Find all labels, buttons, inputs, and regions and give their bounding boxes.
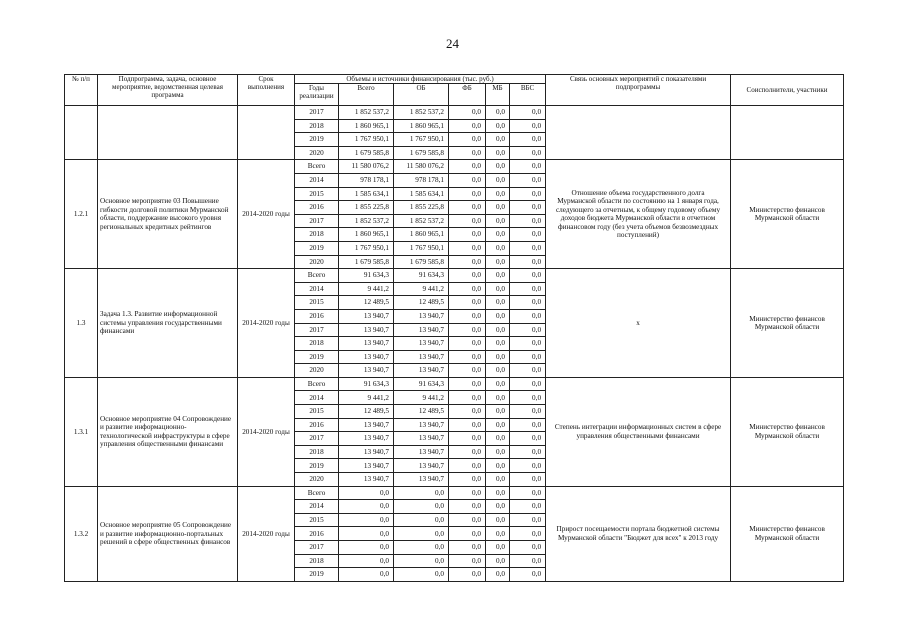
ob-cell: 0,0 xyxy=(394,513,449,527)
term-cell xyxy=(238,106,295,160)
vbs-cell: 0,0 xyxy=(510,201,546,215)
vbs-cell: 0,0 xyxy=(510,214,546,228)
header-total: Всего xyxy=(339,84,394,106)
vbs-cell: 0,0 xyxy=(510,323,546,337)
row-number: 1.3.2 xyxy=(65,486,98,581)
total-cell: 0,0 xyxy=(339,541,394,555)
vbs-cell: 0,0 xyxy=(510,106,546,120)
vbs-cell: 0,0 xyxy=(510,473,546,487)
ob-cell: 1 585 634,1 xyxy=(394,187,449,201)
mb-cell: 0,0 xyxy=(486,377,510,391)
mb-cell: 0,0 xyxy=(486,201,510,215)
vbs-cell: 0,0 xyxy=(510,241,546,255)
fb-cell: 0,0 xyxy=(449,527,486,541)
ob-cell: 13 940,7 xyxy=(394,473,449,487)
vbs-cell: 0,0 xyxy=(510,459,546,473)
total-cell: 12 489,5 xyxy=(339,405,394,419)
ob-cell: 1 860 965,1 xyxy=(394,228,449,242)
term-cell: 2014-2020 годы xyxy=(238,486,295,581)
mb-cell: 0,0 xyxy=(486,296,510,310)
year-cell: 2016 xyxy=(295,201,339,215)
ob-cell: 13 940,7 xyxy=(394,445,449,459)
mb-cell: 0,0 xyxy=(486,364,510,378)
vbs-cell: 0,0 xyxy=(510,391,546,405)
activity-name: Основное мероприятие 05 Сопровождение и развитие информационно-портальных решений в сфере общественных финансов xyxy=(98,486,238,581)
year-cell: 2020 xyxy=(295,146,339,160)
mb-cell: 0,0 xyxy=(486,473,510,487)
mb-cell: 0,0 xyxy=(486,119,510,133)
vbs-cell: 0,0 xyxy=(510,133,546,147)
mb-cell: 0,0 xyxy=(486,432,510,446)
total-cell: 0,0 xyxy=(339,486,394,500)
total-cell: 1 860 965,1 xyxy=(339,119,394,133)
vbs-cell: 0,0 xyxy=(510,309,546,323)
year-cell: 2017 xyxy=(295,432,339,446)
year-cell: 2020 xyxy=(295,255,339,269)
total-cell: 1 767 950,1 xyxy=(339,241,394,255)
fb-cell: 0,0 xyxy=(449,269,486,283)
total-cell: 13 940,7 xyxy=(339,309,394,323)
total-cell: 13 940,7 xyxy=(339,445,394,459)
indicator-link: Отношение объема государственного долга Мурманской области по состоянию на 1 января года, следующего за отчетным, к общему годовому объему доходов бюджета Мурманской области в отчетном финансовом году (без учета объемов безвозмездных поступлений) xyxy=(546,160,731,269)
total-cell: 0,0 xyxy=(339,500,394,514)
year-cell: Всего xyxy=(295,160,339,174)
mb-cell: 0,0 xyxy=(486,187,510,201)
year-cell: 2014 xyxy=(295,391,339,405)
vbs-cell: 0,0 xyxy=(510,527,546,541)
year-cell: 2015 xyxy=(295,513,339,527)
year-cell: 2015 xyxy=(295,296,339,310)
ob-cell: 1 860 965,1 xyxy=(394,119,449,133)
vbs-cell: 0,0 xyxy=(510,405,546,419)
fb-cell: 0,0 xyxy=(449,146,486,160)
year-cell: Всего xyxy=(295,486,339,500)
total-cell: 0,0 xyxy=(339,513,394,527)
vbs-cell: 0,0 xyxy=(510,255,546,269)
table-row xyxy=(65,377,844,391)
ob-cell: 13 940,7 xyxy=(394,350,449,364)
total-cell: 1 767 950,1 xyxy=(339,133,394,147)
total-cell: 1 852 537,2 xyxy=(339,106,394,120)
total-cell: 11 580 076,2 xyxy=(339,160,394,174)
ob-cell: 0,0 xyxy=(394,500,449,514)
mb-cell: 0,0 xyxy=(486,133,510,147)
fb-cell: 0,0 xyxy=(449,309,486,323)
year-cell: 2019 xyxy=(295,459,339,473)
fb-cell: 0,0 xyxy=(449,106,486,120)
mb-cell: 0,0 xyxy=(486,391,510,405)
mb-cell: 0,0 xyxy=(486,527,510,541)
executor-cell: Министерство финансов Мурманской области xyxy=(731,269,844,378)
ob-cell: 1 852 537,2 xyxy=(394,214,449,228)
vbs-cell: 0,0 xyxy=(510,282,546,296)
ob-cell: 1 767 950,1 xyxy=(394,241,449,255)
fb-cell: 0,0 xyxy=(449,201,486,215)
indicator-link xyxy=(546,106,731,160)
vbs-cell: 0,0 xyxy=(510,486,546,500)
vbs-cell: 0,0 xyxy=(510,187,546,201)
vbs-cell: 0,0 xyxy=(510,445,546,459)
fb-cell: 0,0 xyxy=(449,473,486,487)
vbs-cell: 0,0 xyxy=(510,500,546,514)
mb-cell: 0,0 xyxy=(486,337,510,351)
fb-cell: 0,0 xyxy=(449,500,486,514)
year-cell: 2017 xyxy=(295,214,339,228)
fb-cell: 0,0 xyxy=(449,513,486,527)
total-cell: 13 940,7 xyxy=(339,432,394,446)
financing-table xyxy=(64,74,844,582)
fb-cell: 0,0 xyxy=(449,541,486,555)
year-cell: 2019 xyxy=(295,568,339,582)
header-vbs: ВБС xyxy=(510,84,546,106)
header-num: № п/п xyxy=(65,75,98,106)
term-cell: 2014-2020 годы xyxy=(238,269,295,378)
header-term: Срок выполнения xyxy=(238,75,295,106)
vbs-cell: 0,0 xyxy=(510,337,546,351)
ob-cell: 91 634,3 xyxy=(394,269,449,283)
fb-cell: 0,0 xyxy=(449,228,486,242)
header-mb: МБ xyxy=(486,84,510,106)
mb-cell: 0,0 xyxy=(486,282,510,296)
total-cell: 1 860 965,1 xyxy=(339,228,394,242)
total-cell: 0,0 xyxy=(339,554,394,568)
mb-cell: 0,0 xyxy=(486,405,510,419)
year-cell: Всего xyxy=(295,377,339,391)
mb-cell: 0,0 xyxy=(486,350,510,364)
vbs-cell: 0,0 xyxy=(510,541,546,555)
vbs-cell: 0,0 xyxy=(510,418,546,432)
mb-cell: 0,0 xyxy=(486,459,510,473)
vbs-cell: 0,0 xyxy=(510,554,546,568)
total-cell: 13 940,7 xyxy=(339,337,394,351)
ob-cell: 11 580 076,2 xyxy=(394,160,449,174)
table-header xyxy=(65,75,844,106)
ob-cell: 13 940,7 xyxy=(394,364,449,378)
vbs-cell: 0,0 xyxy=(510,350,546,364)
total-cell: 1 679 585,8 xyxy=(339,146,394,160)
total-cell: 13 940,7 xyxy=(339,323,394,337)
year-cell: 2018 xyxy=(295,337,339,351)
ob-cell: 0,0 xyxy=(394,486,449,500)
year-cell: 2019 xyxy=(295,241,339,255)
ob-cell: 12 489,5 xyxy=(394,405,449,419)
fb-cell: 0,0 xyxy=(449,173,486,187)
total-cell: 13 940,7 xyxy=(339,364,394,378)
ob-cell: 13 940,7 xyxy=(394,432,449,446)
fb-cell: 0,0 xyxy=(449,323,486,337)
fb-cell: 0,0 xyxy=(449,445,486,459)
row-number: 1.3 xyxy=(65,269,98,378)
ob-cell: 1 855 225,8 xyxy=(394,201,449,215)
activity-name: Основное мероприятие 03 Повышение гибкости долговой политики Мурманской области, поддержание высокого уровня региональных кредитных рейтингов xyxy=(98,160,238,269)
fb-cell: 0,0 xyxy=(449,432,486,446)
total-cell: 1 855 225,8 xyxy=(339,201,394,215)
ob-cell: 978 178,1 xyxy=(394,173,449,187)
vbs-cell: 0,0 xyxy=(510,160,546,174)
table-row xyxy=(65,486,844,500)
mb-cell: 0,0 xyxy=(486,568,510,582)
ob-cell: 1 767 950,1 xyxy=(394,133,449,147)
vbs-cell: 0,0 xyxy=(510,146,546,160)
vbs-cell: 0,0 xyxy=(510,377,546,391)
fb-cell: 0,0 xyxy=(449,187,486,201)
total-cell: 13 940,7 xyxy=(339,350,394,364)
row-number xyxy=(65,106,98,160)
activity-name: Основное мероприятие 04 Сопровождение и развитие информационно-технологической инфраструктуры в сфере управления общественными финансами xyxy=(98,377,238,486)
fb-cell: 0,0 xyxy=(449,282,486,296)
year-cell: 2018 xyxy=(295,119,339,133)
mb-cell: 0,0 xyxy=(486,146,510,160)
activity-name xyxy=(98,106,238,160)
year-cell: 2017 xyxy=(295,106,339,120)
total-cell: 0,0 xyxy=(339,568,394,582)
total-cell: 91 634,3 xyxy=(339,377,394,391)
year-cell: 2014 xyxy=(295,500,339,514)
year-cell: 2020 xyxy=(295,473,339,487)
fb-cell: 0,0 xyxy=(449,214,486,228)
executor-cell: Министерство финансов Мурманской области xyxy=(731,160,844,269)
year-cell: 2016 xyxy=(295,309,339,323)
mb-cell: 0,0 xyxy=(486,323,510,337)
ob-cell: 1 852 537,2 xyxy=(394,106,449,120)
fb-cell: 0,0 xyxy=(449,486,486,500)
fb-cell: 0,0 xyxy=(449,568,486,582)
fb-cell: 0,0 xyxy=(449,337,486,351)
table-row xyxy=(65,269,844,283)
table-row xyxy=(65,160,844,174)
year-cell: Всего xyxy=(295,269,339,283)
row-number: 1.2.1 xyxy=(65,160,98,269)
fb-cell: 0,0 xyxy=(449,296,486,310)
header-name: Подпрограмма, задача, основное мероприятие, ведомственная целевая программа xyxy=(98,75,238,106)
year-cell: 2018 xyxy=(295,554,339,568)
total-cell: 13 940,7 xyxy=(339,418,394,432)
total-cell: 91 634,3 xyxy=(339,269,394,283)
mb-cell: 0,0 xyxy=(486,173,510,187)
ob-cell: 9 441,2 xyxy=(394,391,449,405)
ob-cell: 0,0 xyxy=(394,554,449,568)
total-cell: 978 178,1 xyxy=(339,173,394,187)
table-body xyxy=(65,106,844,582)
mb-cell: 0,0 xyxy=(486,255,510,269)
mb-cell: 0,0 xyxy=(486,309,510,323)
fb-cell: 0,0 xyxy=(449,364,486,378)
mb-cell: 0,0 xyxy=(486,445,510,459)
ob-cell: 0,0 xyxy=(394,541,449,555)
vbs-cell: 0,0 xyxy=(510,513,546,527)
ob-cell: 9 441,2 xyxy=(394,282,449,296)
header-link: Связь основных мероприятий с показателями подпрограммы xyxy=(546,75,731,106)
total-cell: 9 441,2 xyxy=(339,391,394,405)
year-cell: 2014 xyxy=(295,282,339,296)
vbs-cell: 0,0 xyxy=(510,432,546,446)
year-cell: 2020 xyxy=(295,364,339,378)
year-cell: 2017 xyxy=(295,323,339,337)
total-cell: 13 940,7 xyxy=(339,473,394,487)
executor-cell xyxy=(731,106,844,160)
mb-cell: 0,0 xyxy=(486,106,510,120)
year-cell: 2018 xyxy=(295,228,339,242)
mb-cell: 0,0 xyxy=(486,228,510,242)
fb-cell: 0,0 xyxy=(449,554,486,568)
header-financing: Объемы и источники финансирования (тыс. руб.) xyxy=(295,75,546,84)
fb-cell: 0,0 xyxy=(449,459,486,473)
executor-cell: Министерство финансов Мурманской области xyxy=(731,377,844,486)
mb-cell: 0,0 xyxy=(486,541,510,555)
row-number: 1.3.1 xyxy=(65,377,98,486)
header-ob: ОБ xyxy=(394,84,449,106)
ob-cell: 1 679 585,8 xyxy=(394,146,449,160)
fb-cell: 0,0 xyxy=(449,377,486,391)
vbs-cell: 0,0 xyxy=(510,269,546,283)
year-cell: 2014 xyxy=(295,173,339,187)
mb-cell: 0,0 xyxy=(486,160,510,174)
vbs-cell: 0,0 xyxy=(510,568,546,582)
total-cell: 1 679 585,8 xyxy=(339,255,394,269)
mb-cell: 0,0 xyxy=(486,486,510,500)
fb-cell: 0,0 xyxy=(449,160,486,174)
mb-cell: 0,0 xyxy=(486,269,510,283)
fb-cell: 0,0 xyxy=(449,350,486,364)
total-cell: 1 852 537,2 xyxy=(339,214,394,228)
indicator-link: х xyxy=(546,269,731,378)
mb-cell: 0,0 xyxy=(486,554,510,568)
year-cell: 2016 xyxy=(295,418,339,432)
fb-cell: 0,0 xyxy=(449,255,486,269)
vbs-cell: 0,0 xyxy=(510,173,546,187)
header-executors: Соисполнители, участники xyxy=(731,75,844,106)
year-cell: 2019 xyxy=(295,350,339,364)
vbs-cell: 0,0 xyxy=(510,119,546,133)
fb-cell: 0,0 xyxy=(449,133,486,147)
ob-cell: 12 489,5 xyxy=(394,296,449,310)
ob-cell: 13 940,7 xyxy=(394,459,449,473)
total-cell: 13 940,7 xyxy=(339,459,394,473)
year-cell: 2015 xyxy=(295,405,339,419)
fb-cell: 0,0 xyxy=(449,391,486,405)
mb-cell: 0,0 xyxy=(486,214,510,228)
fb-cell: 0,0 xyxy=(449,241,486,255)
activity-name: Задача 1.3. Развитие информационной системы управления государственными финансами xyxy=(98,269,238,378)
total-cell: 0,0 xyxy=(339,527,394,541)
ob-cell: 13 940,7 xyxy=(394,418,449,432)
indicator-link: Степень интеграции информационных систем в сфере управления общественными финансами xyxy=(546,377,731,486)
ob-cell: 13 940,7 xyxy=(394,309,449,323)
mb-cell: 0,0 xyxy=(486,418,510,432)
indicator-link: Прирост посещаемости портала бюджетной системы Мурманской области "Бюджет для всех" к 2013 году xyxy=(546,486,731,581)
vbs-cell: 0,0 xyxy=(510,364,546,378)
executor-cell: Министерство финансов Мурманской области xyxy=(731,486,844,581)
header-years: Годы реализации xyxy=(295,84,339,106)
term-cell: 2014-2020 годы xyxy=(238,160,295,269)
year-cell: 2018 xyxy=(295,445,339,459)
ob-cell: 91 634,3 xyxy=(394,377,449,391)
year-cell: 2019 xyxy=(295,133,339,147)
mb-cell: 0,0 xyxy=(486,241,510,255)
ob-cell: 1 679 585,8 xyxy=(394,255,449,269)
ob-cell: 0,0 xyxy=(394,568,449,582)
mb-cell: 0,0 xyxy=(486,500,510,514)
header-fb: ФБ xyxy=(449,84,486,106)
ob-cell: 13 940,7 xyxy=(394,337,449,351)
fb-cell: 0,0 xyxy=(449,405,486,419)
page-number: 24 xyxy=(446,36,459,51)
year-cell: 2015 xyxy=(295,187,339,201)
year-cell: 2017 xyxy=(295,541,339,555)
vbs-cell: 0,0 xyxy=(510,296,546,310)
total-cell: 1 585 634,1 xyxy=(339,187,394,201)
ob-cell: 13 940,7 xyxy=(394,323,449,337)
fb-cell: 0,0 xyxy=(449,119,486,133)
mb-cell: 0,0 xyxy=(486,513,510,527)
term-cell: 2014-2020 годы xyxy=(238,377,295,486)
vbs-cell: 0,0 xyxy=(510,228,546,242)
year-cell: 2016 xyxy=(295,527,339,541)
total-cell: 9 441,2 xyxy=(339,282,394,296)
total-cell: 12 489,5 xyxy=(339,296,394,310)
ob-cell: 0,0 xyxy=(394,527,449,541)
table-row xyxy=(65,106,844,120)
fb-cell: 0,0 xyxy=(449,418,486,432)
